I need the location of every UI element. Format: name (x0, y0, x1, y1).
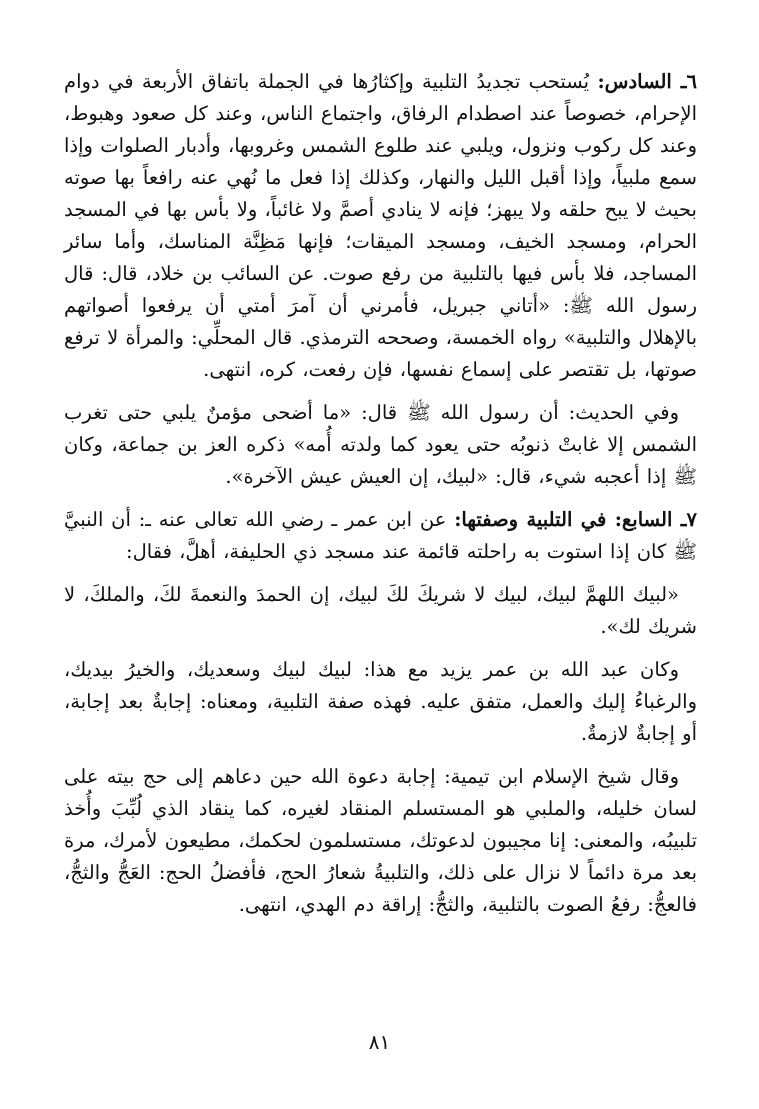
paragraph-ibn-taymiyyah (64, 761, 697, 921)
body-text (64, 66, 697, 921)
section-label-seventh: ٧ـ السابع: في التلبية وصفتها: (454, 508, 698, 531)
paragraph-seventh (64, 504, 697, 568)
paragraph-text: «لبيك اللهمَّ لبيك، لبيك لا شريكَ لكَ لبيك، إن الحمدَ والنعمةَ لكَ، والملكَ، لا شريك لك». (64, 583, 697, 638)
paragraph-sixth (64, 66, 697, 386)
paragraph-text: وقال شيخ الإسلام ابن تيمية: إجابة دعوة الله حين دعاهم إلى حج بيته على لسان خليله، والملبي هو المستسلم المنقاد لغيره، كما ينقاد الذي لُبِّبَ وأُخذ تلبيبُه، والمعنى: إنا مجيبون لدعوتك، مستسلمون لحكمك، مطيعون لأمرك، مرة بعد مرة دائماً لا نزال على ذلك، والتلبيةُ شعارُ الحج، فأفضلُ الحج: العَجُّ والثجُّ، فالعجُّ: رفعُ الصوت بالتلبية، والثجُّ: إراقة دم الهدي، انتهى. (64, 765, 697, 916)
paragraph-hadith (64, 397, 697, 493)
section-label-sixth: ٦ـ السادس: (597, 70, 697, 93)
paragraph-text: يُستحب تجديدُ التلبية وإكثارُها في الجملة باتفاق الأربعة في دوام الإحرام، خصوصاً عند اصطدام الرفاق، واجتماع الناس، وعند كل صعود وهبوط، وعند كل ركوب ونزول، ويلبي عند طلوع الشمس وغروبها، وأدبار الصلوات وإذا سمع ملبياً، وإذا أقبل الليل والنهار، وكذلك إذا فعل ما نُهي عنه رافعاً بها صوته بحيث لا يبح حلقه ولا يبهز؛ فإنه لا ينادي أصمَّ ولا غائباً، ولا بأس بها في المسجد الحرام، ومسجد الخيف، ومسجد الميقات؛ فإنها مَظِنَّة المناسك، وأما سائر المساجد، فلا بأس فيها بالتلبية من رفع صوت. عن السائب بن خلاد، قال: قال رسول الله ﷺ: «أتاني جبريل، فأمرني أن آمرَ أمتي أن يرفعوا أصواتهم بالإهلال والتلبية» رواه الخمسة، وصححه الترمذي. قال المحلِّي: والمرأة لا ترفع صوتها، بل تقتصر على إسماع نفسها، فإن رفعت، كره، انتهى. (63, 70, 697, 381)
paragraph-ibn-umar (64, 654, 697, 750)
page-number: ٨١ (368, 1030, 391, 1054)
paragraph-talbiyah (64, 579, 697, 643)
paragraph-text: عن ابن عمر ـ رضي الله تعالى عنه ـ: أن النبيَّ ﷺ كان إذا استوت به راحلته قائمة عند مسجد ذي الحليفة، أهلَّ، فقال: (64, 508, 697, 563)
paragraph-text: وكان عبد الله بن عمر يزيد مع هذا: لبيك لبيك وسعديك، والخيرُ بيديك، والرغباءُ إليك والعمل، متفق عليه. فهذه صفة التلبية، ومعناه: إجابةٌ بعد إجابة، أو إجابةٌ لازمةٌ. (64, 658, 697, 745)
paragraph-text: وفي الحديث: أن رسول الله ﷺ قال: «ما أضحى مؤمنٌ يلبي حتى تغرب الشمس إلا غابتْ ذنوبُه حتى يعود كما ولدته أُمه» ذكره العز بن جماعة، وكان ﷺ إذا أعجبه شيء، قال: «لبيك، إن العيش عيش الآخرة». (64, 401, 697, 488)
